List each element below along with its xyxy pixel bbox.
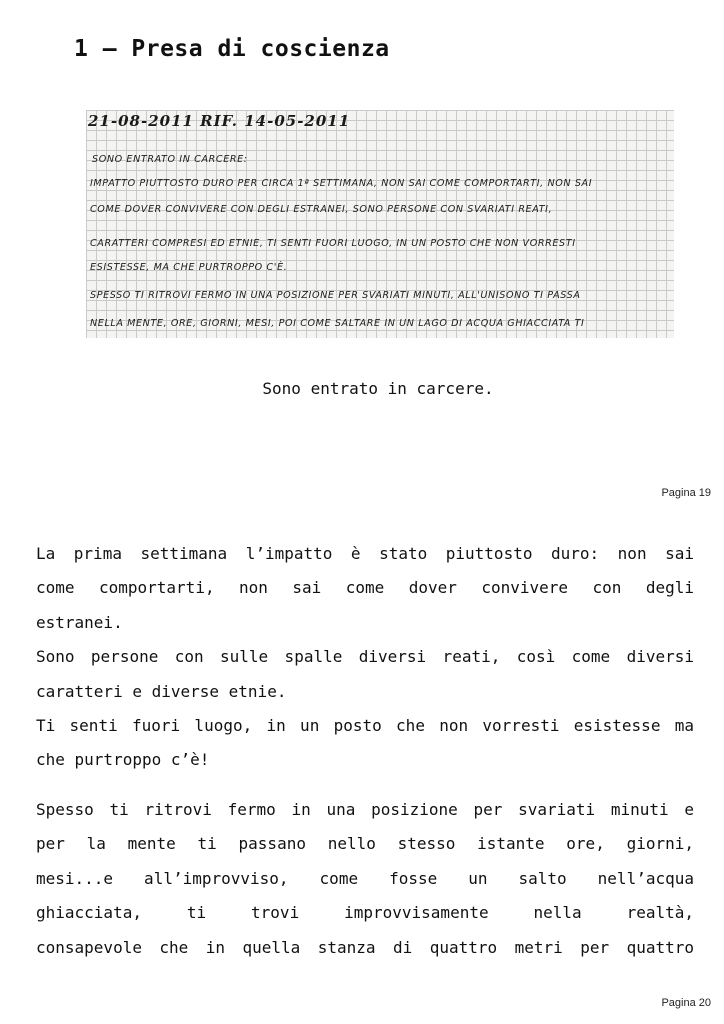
text-line: per la mente ti passano nello stesso istante ore, giorni, bbox=[36, 834, 694, 854]
handwritten-line: SPESSO TI RITROVI FERMO IN UNA POSIZIONE PER SVARIATI MINUTI, ALL'UNISONO TI PASSA bbox=[90, 290, 581, 301]
handwritten-line: IMPATTO PIUTTOSTO DURO PER CIRCA 1ª SETTIMANA, NON SAI COME COMPORTARTI, NON SAI bbox=[90, 178, 593, 189]
page-title: 1 – Presa di coscienza bbox=[74, 36, 390, 62]
text-line: Ti senti fuori luogo, in un posto che non vorresti esistesse ma bbox=[36, 716, 694, 736]
handwritten-line: CARATTERI COMPRESI ED ETNIE, TI SENTI FUORI LUOGO, IN UN POSTO CHE NON VORRESTI bbox=[90, 238, 576, 249]
page-number: Pagina 19 bbox=[661, 487, 711, 499]
handwritten-line: COME DOVER CONVIVERE CON DEGLI ESTRANEI, SONO PERSONE CON SVARIATI REATI, bbox=[90, 204, 553, 215]
text-line: estranei. bbox=[36, 612, 123, 632]
image-caption: Sono entrato in carcere. bbox=[262, 379, 494, 398]
text-line: consapevole che in quella stanza di quattro metri per quattro bbox=[36, 937, 694, 957]
text-line: caratteri e diverse etnie. bbox=[36, 681, 287, 701]
text-line: Spesso ti ritrovi fermo in una posizione per svariati minuti e bbox=[36, 800, 694, 819]
text-line: come comportarti, non sai come dover convivere con degli bbox=[36, 578, 694, 598]
handwritten-line: ESISTESSE, MA CHE PURTROPPO C'È. bbox=[90, 262, 288, 273]
handwritten-line: NELLA MENTE, ORE, GIORNI, MESI, POI COME SALTARE IN UN LAGO DI ACQUA GHIACCIATA TI bbox=[90, 318, 585, 329]
text-line: La prima settimana l’impatto è stato piuttosto duro: non sai bbox=[36, 544, 694, 563]
text-line: Sono persone con sulle spalle diversi reati, così come diversi bbox=[36, 647, 694, 667]
text-line: mesi...e all’improvviso, come fosse un salto nell’acqua bbox=[36, 868, 694, 888]
text-line: ghiacciata, ti trovi improvvisamente nella realtà, bbox=[36, 903, 694, 923]
page-number: Pagina 20 bbox=[661, 997, 711, 1009]
paragraph bbox=[36, 537, 694, 778]
handwritten-date: 21-08-2011 RIF. 14-05-2011 bbox=[88, 112, 351, 130]
paragraph bbox=[36, 793, 694, 965]
handwritten-note-scan bbox=[86, 110, 674, 338]
handwritten-line: SONO ENTRATO IN CARCERE: bbox=[92, 154, 248, 165]
text-line: che purtroppo c’è! bbox=[36, 750, 210, 770]
